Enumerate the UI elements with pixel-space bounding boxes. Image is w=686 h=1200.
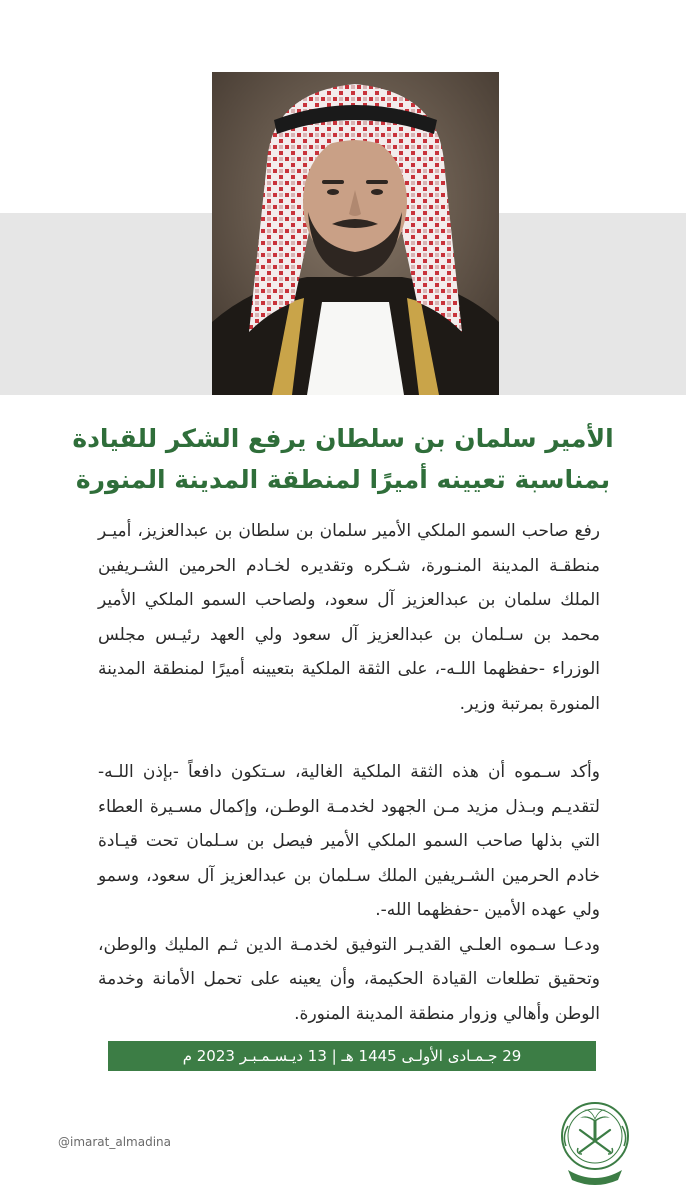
headline: [60, 418, 626, 500]
paragraph-1: رفع صاحب السمو الملكي الأمير سلمان بن سلطان بن عبدالعزيز، أميـر منطقـة المدينة المنـورة، شـكره وتقديره لخـادم الحرمين الشـريفين الملك سلمان بن عبدالعزيز آل سعود، ولصاحب السمو الملكي الأمير محمد بن سـلمان بن عبدالعزيز آل سعود ولي العهد رئيـس مجلس الوزراء -حفظهما اللـه-، على الثقة الملكية بتعيينه أميرًا لمنطقة المدينة المنورة بمرتبة وزير.: [98, 521, 600, 714]
headline-line-2: بمناسبة تعيينه أميرًا لمنطقة المدينة المنورة: [75, 465, 611, 494]
headline-line-1: الأمير سلمان بن سلطان يرفع الشكر للقيادة: [72, 424, 614, 453]
social-handle[interactable]: @imarat_almadina: [58, 1135, 172, 1149]
paragraph-3: ودعـا سـموه العلـي القديـر التوفيق لخدمـة الدين ثـم المليك والوطن، وتحقيق تطلعات القيادة الحكيمة، وأن يعينه على تحمل الأمانة وخدمة الوطن وأهالي وزوار منطقة المدينة المنورة.: [98, 934, 600, 1024]
date-bar: 29 جـمـادى الأولـى 1445 هـ | 13 ديـسـمـبـر 2023 م: [108, 1041, 596, 1071]
paragraph-2: وأكد سـموه أن هذه الثقة الملكية الغالية، سـتكون دافعاً -بإذن اللـه- لتقديـم وبـذل مزيد مـن الجهود لخدمـة الوطـن، وإكمال مسـيرة العطاء التي بذلها صاحب السمو الملكي الأمير فيصل بن سـلمان تحت قيـادة خادم الحرمين الشـريفين الملك سـلمان بن عبدالعزيز آل سعود، وسمو ولي عهده الأمين -حفظهما الله-.: [98, 762, 600, 920]
saudi-emblem-icon: [556, 1096, 634, 1188]
portrait-photo: [212, 72, 499, 395]
article-body: [98, 514, 600, 1031]
